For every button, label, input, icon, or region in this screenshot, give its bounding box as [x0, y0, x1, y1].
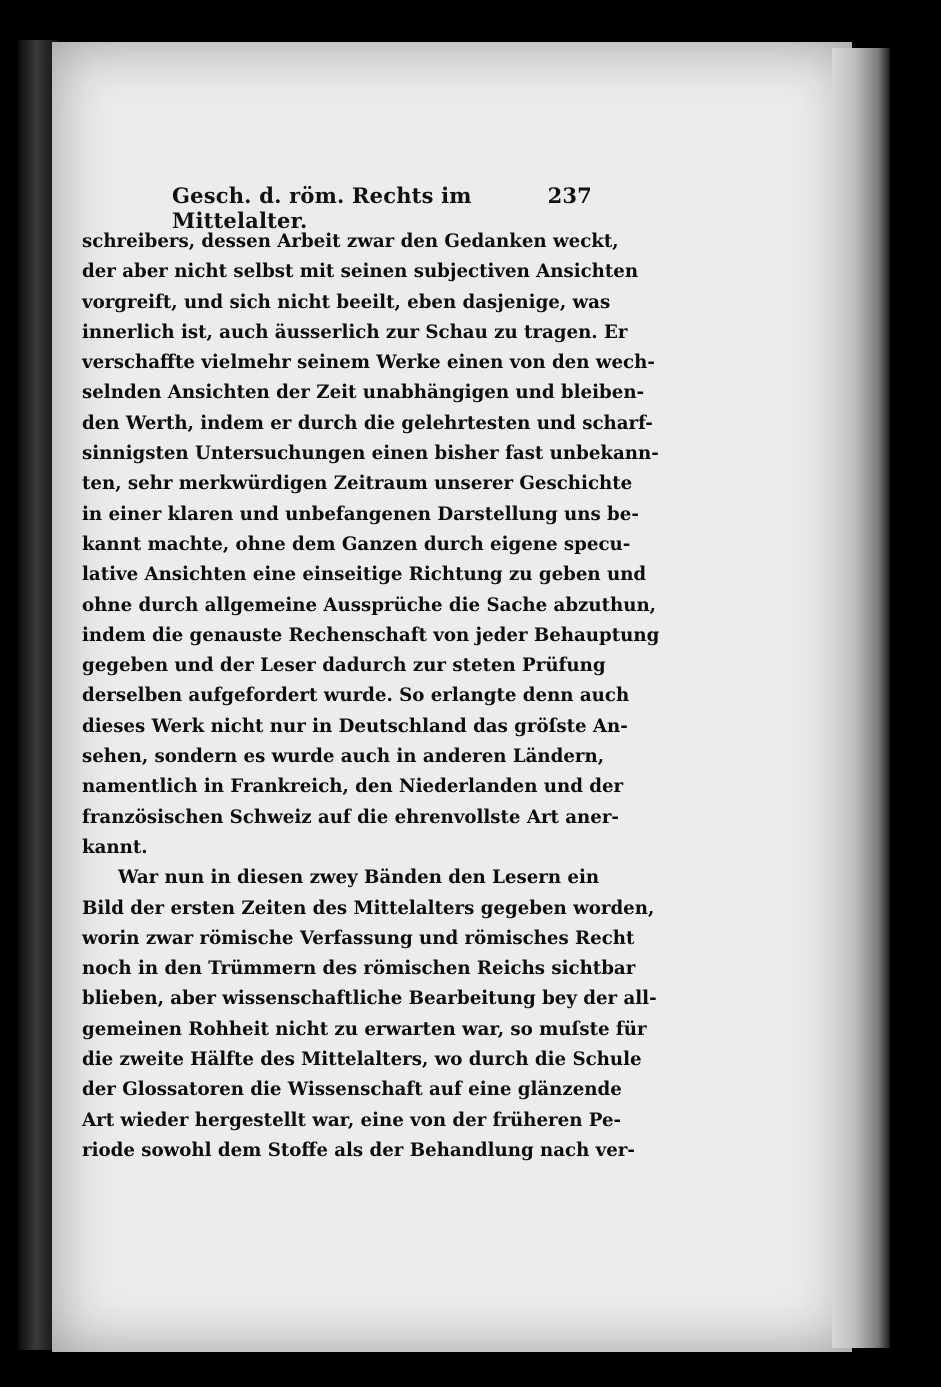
- text-line: innerlich ist, auch äusserlich zur Schau zu tragen. Er: [82, 321, 628, 343]
- text-line: schreibers, dessen Arbeit zwar den Gedanken weckt,: [82, 231, 619, 252]
- running-header: [172, 183, 592, 233]
- text-line: vorgreift, und sich nicht beeilt, eben dasjenige, was: [82, 291, 611, 313]
- text-line: sehen, sondern es wurde auch in anderen Ländern,: [82, 746, 605, 768]
- text-line: riode sowohl dem Stoffe als der Behandlung nach ver-: [82, 1139, 635, 1161]
- text-line: War nun in diesen zwey Bänden den Lesern ein: [118, 867, 600, 889]
- text-line: worin zwar römische Verfassung und römisches Recht: [82, 927, 635, 949]
- page-edge-stack: [832, 48, 890, 1348]
- text-line: verschaffte vielmehr seinem Werke einen von den wech-: [82, 352, 655, 374]
- body-text: [82, 227, 660, 1166]
- text-line: indem die genauste Rechenschaft von jeder Behauptung: [82, 624, 660, 646]
- text-line: sinnigsten Untersuchungen einen bisher fast unbekann-: [82, 443, 659, 465]
- page-number: 237: [547, 183, 592, 208]
- text-line: gegeben und der Leser dadurch zur steten Prüfung: [82, 655, 606, 677]
- text-line: die zweite Hälfte des Mittelalters, wo durch die Schule: [82, 1049, 642, 1071]
- text-line: lative Ansichten eine einseitige Richtung zu geben und: [82, 564, 647, 586]
- text-line: kannt.: [82, 836, 148, 858]
- text-line: der Glossatoren die Wissenschaft auf eine glänzende: [82, 1079, 622, 1101]
- running-title: Gesch. d. röm. Rechts im Mittelalter.: [172, 183, 472, 233]
- text-line: kannt machte, ohne dem Ganzen durch eigene specu-: [82, 533, 631, 555]
- text-line: noch in den Trümmern des römischen Reichs sichtbar: [82, 958, 636, 980]
- text-line: in einer klaren und unbefangenen Darstellung uns be-: [82, 503, 639, 525]
- text-line: ohne durch allgemeine Aussprüche die Sache abzuthun,: [82, 594, 657, 616]
- text-line: den Werth, indem er durch die gelehrtesten und scharf-: [82, 412, 653, 434]
- paragraph-1: [82, 227, 660, 863]
- paragraph-2: [82, 863, 657, 1166]
- text-line: selnden Ansichten der Zeit unabhängigen und bleiben-: [82, 382, 645, 404]
- text-line: ten, sehr merkwürdigen Zeitraum unserer Geschichte: [82, 473, 633, 495]
- text-line: Art wieder hergestellt war, eine von der früheren Pe-: [82, 1109, 622, 1131]
- text-line: französischen Schweiz auf die ehrenvollste Art aner-: [82, 806, 619, 828]
- text-line: namentlich in Frankreich, den Niederlanden und der: [82, 776, 624, 798]
- text-line: der aber nicht selbst mit seinen subjectiven Ansichten: [82, 261, 639, 283]
- text-line: gemeinen Rohheit nicht zu erwarten war, so muſste für: [82, 1018, 647, 1040]
- text-line: derselben aufgefordert wurde. So erlangte denn auch: [82, 685, 630, 707]
- text-line: Bild der ersten Zeiten des Mittelalters gegeben worden,: [82, 897, 655, 919]
- text-line: blieben, aber wissenschaftliche Bearbeitung bey der all-: [82, 988, 657, 1010]
- text-line: dieses Werk nicht nur in Deutschland das gröſste An-: [82, 715, 628, 737]
